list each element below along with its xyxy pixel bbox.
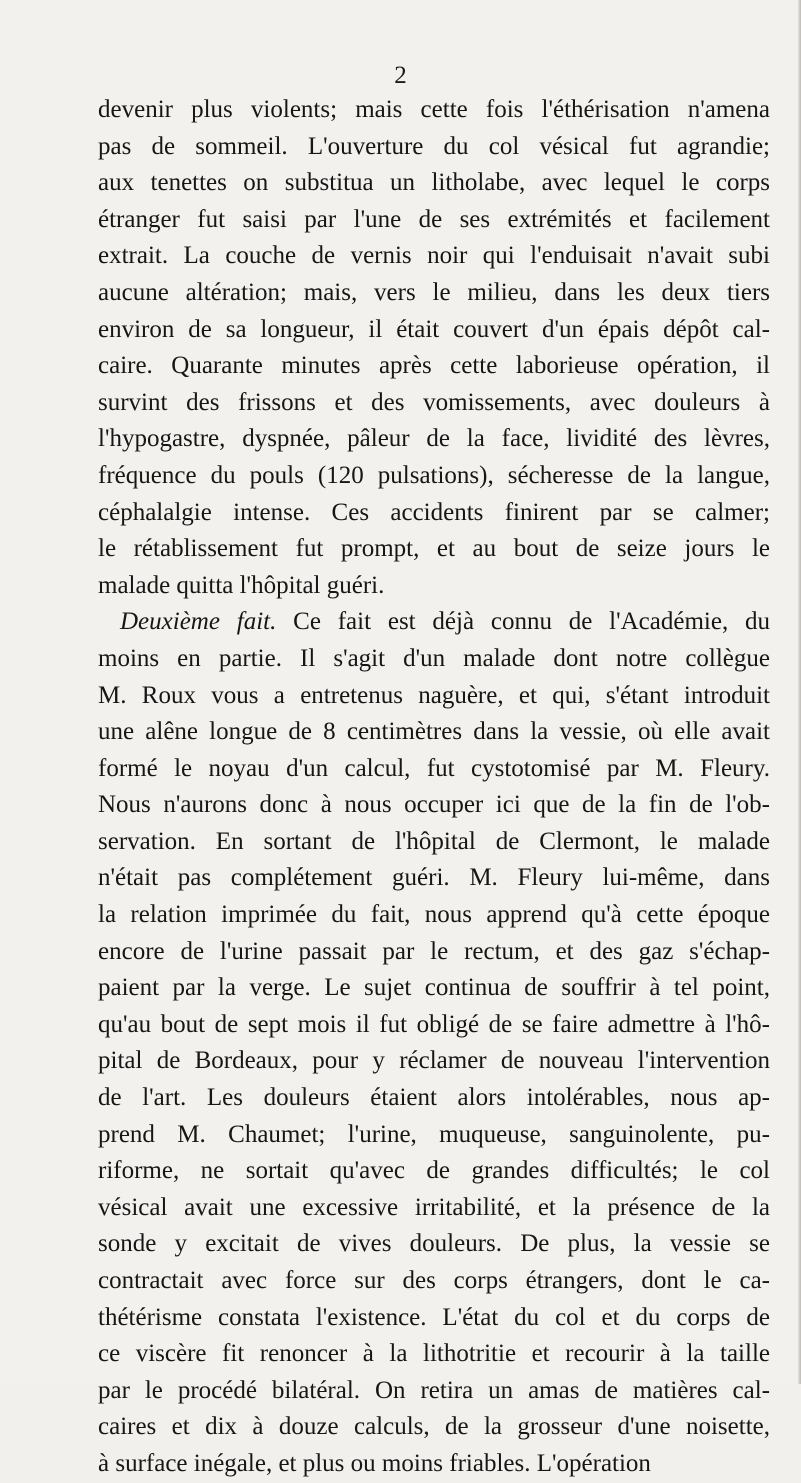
text-line: extrait. La couche de vernis noir qui l'enduisait n'avait subi xyxy=(98,242,770,270)
text-line: qu'au bout de sept mois il fut obligé de se faire admettre à l'hô- xyxy=(98,1010,770,1038)
text-line: paient par la verge. Le sujet continua de souffrir à tel point, xyxy=(98,974,770,1002)
text-line: prend M. Chaumet; l'urine, muqueuse, sanguinolente, pu- xyxy=(98,1120,770,1148)
text-line: une alêne longue de 8 centimètres dans la vessie, où elle avait xyxy=(98,718,770,746)
text-line: survint des frissons et des vomissements, avec douleurs à xyxy=(98,388,770,416)
text-line: riforme, ne sortait qu'avec de grandes difficultés; le col xyxy=(98,1157,770,1185)
text-line: servation. En sortant de l'hôpital de Clermont, le malade xyxy=(98,827,770,855)
text-line: la relation imprimée du fait, nous apprend qu'à cette époque xyxy=(98,901,770,929)
text-line: fréquence du pouls (120 pulsations), sécheresse de la langue, xyxy=(98,461,770,489)
text-line: thétérisme constata l'existence. L'état du col et du corps de xyxy=(98,1303,770,1331)
text-line: n'était pas complétement guéri. M. Fleury lui-même, dans xyxy=(98,864,770,892)
text-line: caires et dix à douze calculs, de la grosseur d'une noisette, xyxy=(98,1413,770,1441)
text-line: Nous n'aurons donc à nous occuper ici que de la fin de l'ob- xyxy=(98,791,770,819)
text-line: contractait avec force sur des corps étrangers, dont le ca- xyxy=(98,1267,770,1294)
text-line: ce viscère fit renoncer à la lithotritie et recourir à la taille xyxy=(98,1340,770,1368)
text-line: devenir plus violents; mais cette fois l'éthérisation n'amena xyxy=(98,96,770,123)
text-run: Ce fait est déjà connu de l'Académie, du xyxy=(276,608,770,636)
text-line: par le procédé bilatéral. On retira un amas de matières cal- xyxy=(98,1376,770,1404)
text-line: moins en partie. Il s'agit d'un malade dont notre collègue xyxy=(98,644,770,672)
text-line: céphalalgie intense. Ces accidents finirent par se calmer; xyxy=(98,498,770,526)
text-line: l'hypogastre, dyspnée, pâleur de la face, lividité des lèvres, xyxy=(98,425,770,453)
paragraph-end-line: malade quitta l'hôpital guéri. xyxy=(98,571,385,599)
text-line: caire. Quarante minutes après cette laborieuse opération, il xyxy=(98,352,770,380)
section-heading-italic: Deuxième fait. xyxy=(120,608,277,636)
text-line: M. Roux vous a entretenus naguère, et qui, s'étant introduit xyxy=(98,681,770,709)
text-line: le rétablissement fut prompt, et au bout de seize jours le xyxy=(98,535,770,563)
text-line: formé le noyau d'un calcul, fut cystotomisé par M. Fleury. xyxy=(98,754,770,782)
text-line: sonde y excitait de vives douleurs. De plus, la vessie se xyxy=(98,1230,770,1258)
text-line: à surface inégale, et plus ou moins friables. L'opération xyxy=(98,1449,651,1477)
text-line: de l'art. Les douleurs étaient alors intolérables, nous ap- xyxy=(98,1084,770,1112)
text-line: encore de l'urine passait par le rectum, et des gaz s'échap- xyxy=(98,937,770,965)
paragraph-start-line xyxy=(98,604,770,641)
text-line: vésical avait une excessive irritabilité, et la présence de la xyxy=(98,1193,770,1221)
text-line: environ de sa longueur, il était couvert d'un épais dépôt cal- xyxy=(98,315,770,343)
text-line: pital de Bordeaux, pour y réclamer de nouveau l'intervention xyxy=(98,1047,770,1075)
text-line: aucune altération; mais, vers le milieu, dans les deux tiers xyxy=(98,278,770,306)
body-text xyxy=(98,92,770,1483)
page-number: 2 xyxy=(394,62,407,89)
text-line: pas de sommeil. L'ouverture du col vésical fut agrandie; xyxy=(98,132,770,160)
text-line: étranger fut saisi par l'une de ses extrémités et facilement xyxy=(98,205,770,233)
text-line: aux tenettes on substitua un litholabe, avec lequel le corps xyxy=(98,169,770,197)
